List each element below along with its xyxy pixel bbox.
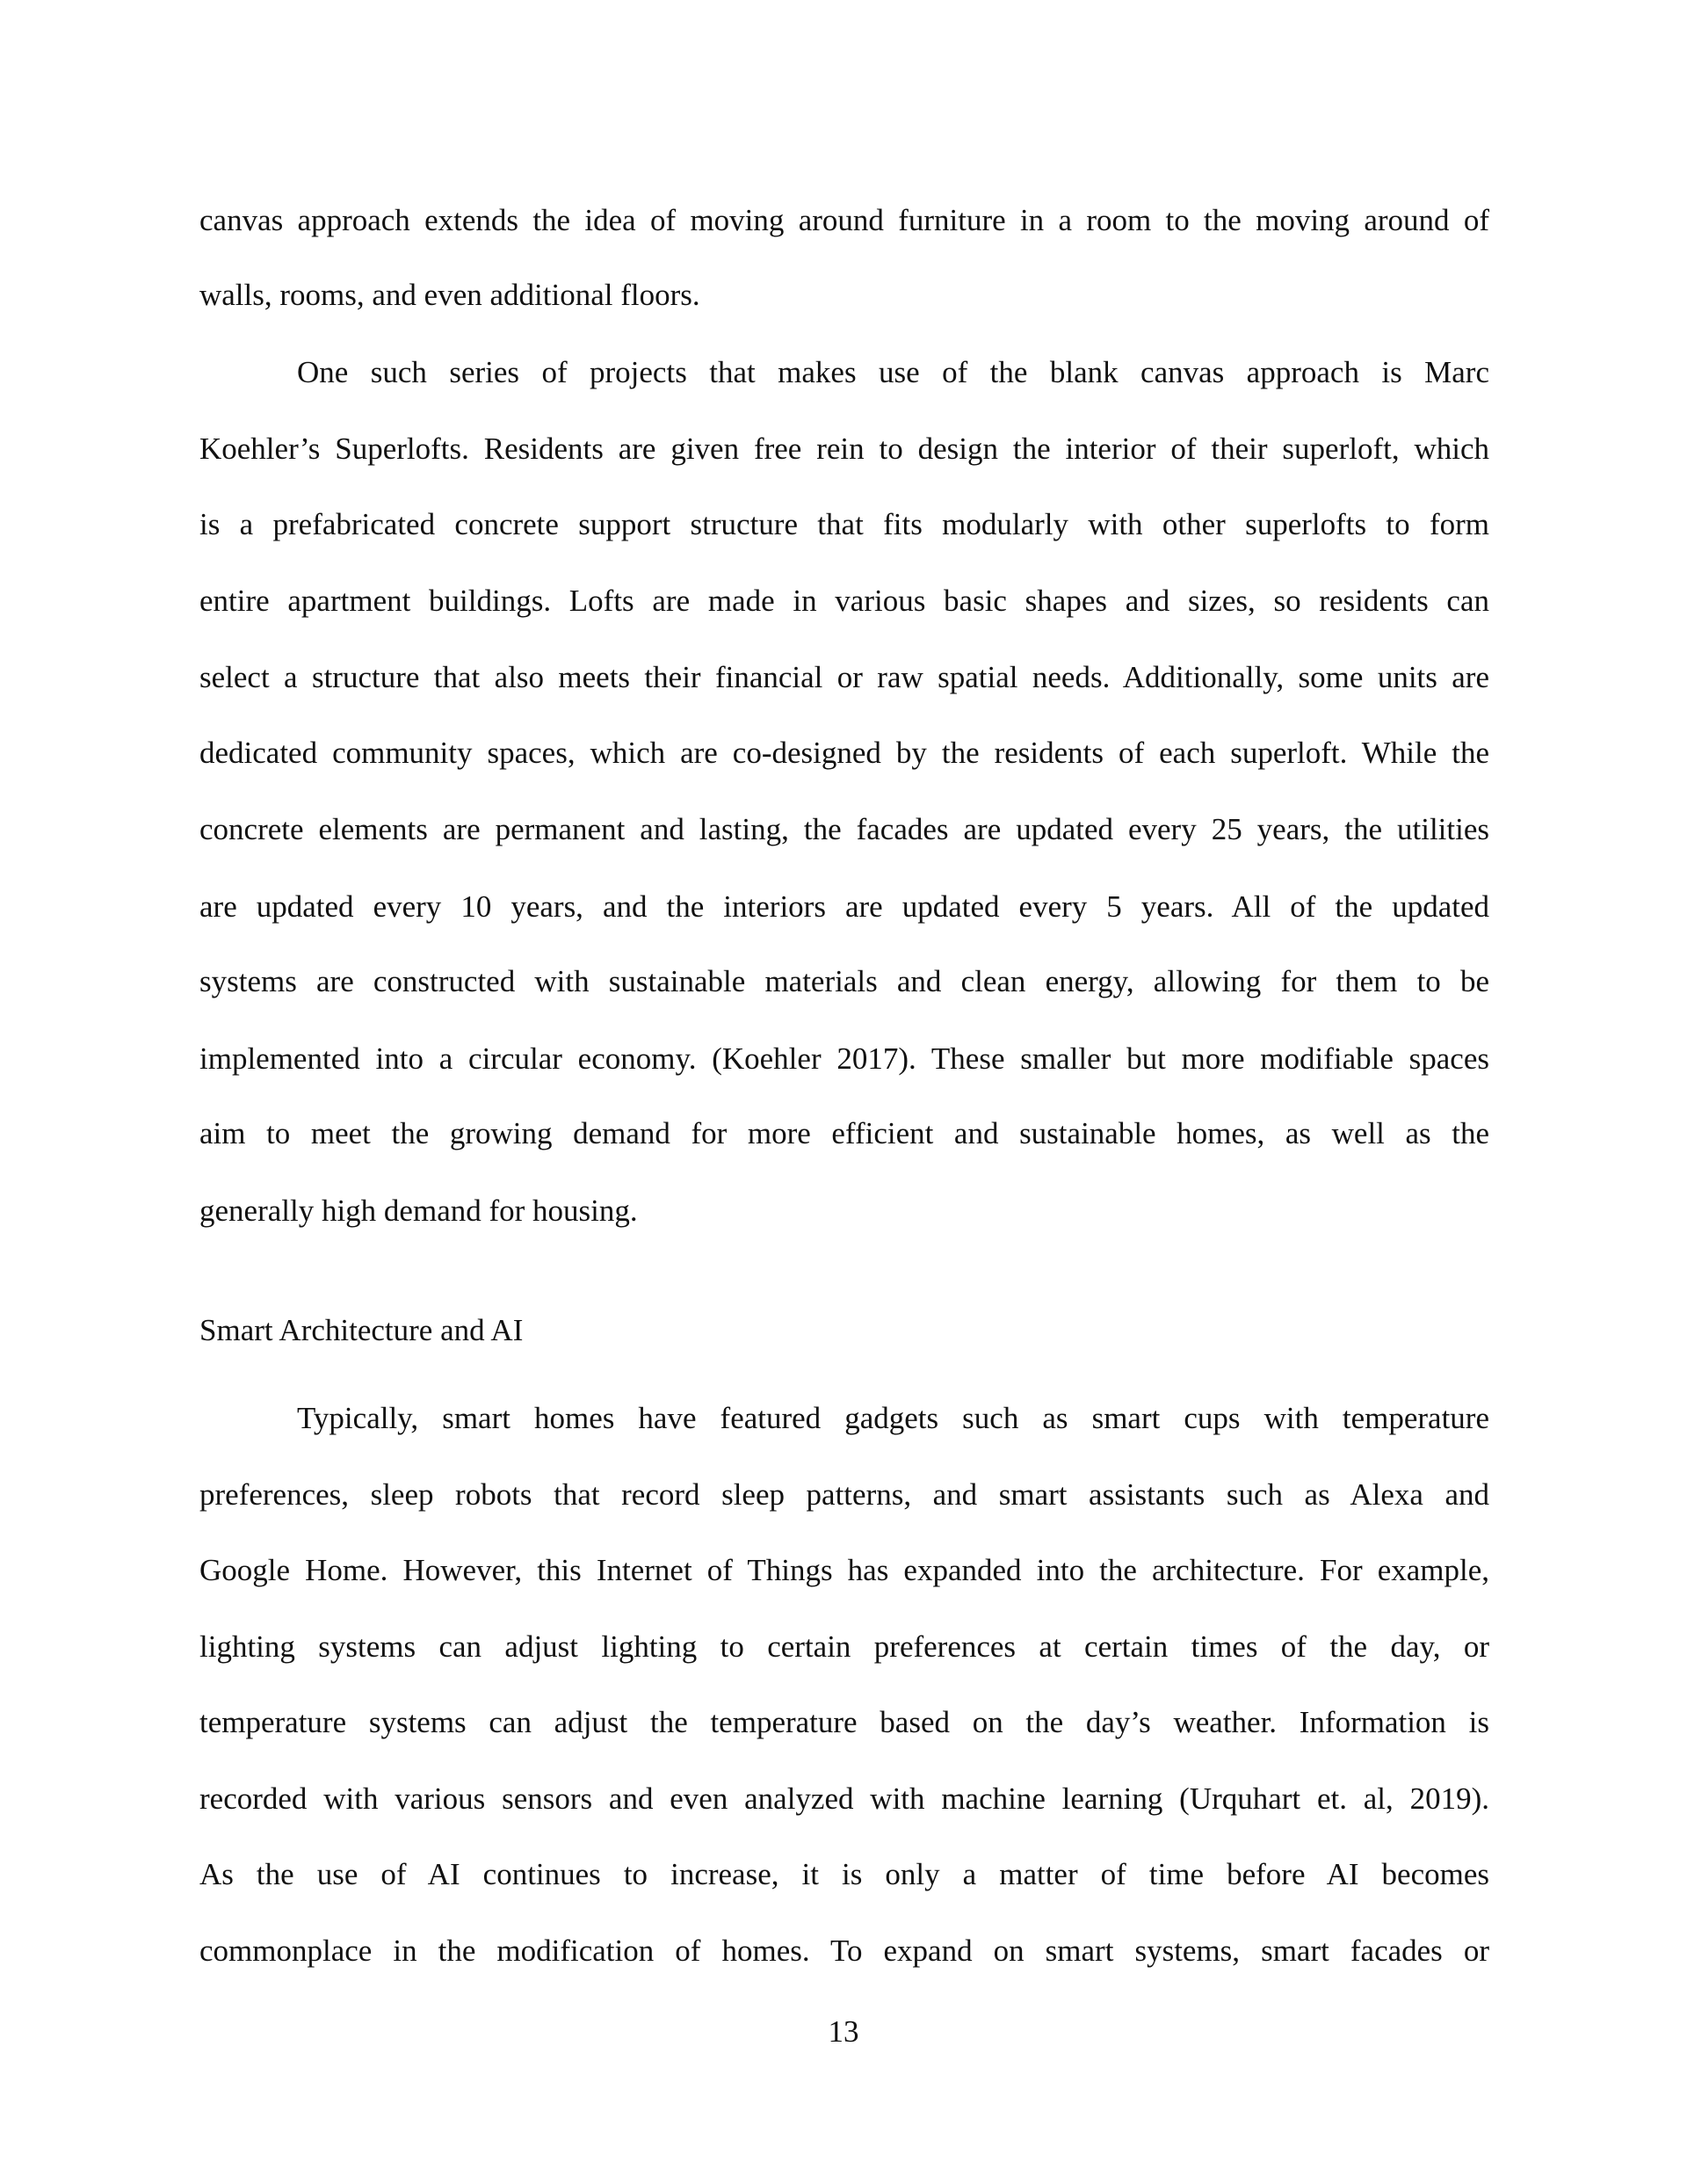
text-line: Koehler’s Superlofts. Residents are given free rein to design the interior of their superloft, which — [199, 432, 1489, 466]
text-line: implemented into a circular economy. (Koehler 2017). These smaller but more modifiable spaces — [199, 1041, 1489, 1076]
text-line: preferences, sleep robots that record sleep patterns, and smart assistants such as Alexa and — [199, 1477, 1489, 1512]
text-line: select a structure that also meets their financial or raw spatial needs. Additionally, some units are — [199, 660, 1489, 694]
text-line: is a prefabricated concrete support structure that fits modularly with other superlofts to form — [199, 507, 1489, 541]
text-line: generally high demand for housing. — [199, 1194, 638, 1228]
text-line: One such series of projects that makes use of the blank canvas approach is Marc — [297, 355, 1489, 389]
text-line: commonplace in the modification of homes. To expand on smart systems, smart facades or — [199, 1934, 1489, 1968]
text-line: recorded with various sensors and even analyzed with machine learning (Urquhart et. al, 2019). — [199, 1781, 1489, 1816]
text-line: Typically, smart homes have featured gadgets such as smart cups with temperature — [297, 1401, 1489, 1435]
text-line: As the use of AI continues to increase, it is only a matter of time before AI becomes — [199, 1857, 1489, 1891]
text-line: Google Home. However, this Internet of Things has expanded into the architecture. For example, — [199, 1553, 1489, 1587]
text-line: temperature systems can adjust the temperature based on the day’s weather. Information is — [199, 1705, 1489, 1739]
page-number: 13 — [828, 2014, 859, 2049]
text-line: aim to meet the growing demand for more efficient and sustainable homes, as well as the — [199, 1116, 1489, 1150]
text-line: walls, rooms, and even additional floors. — [199, 278, 700, 312]
text-line: dedicated community spaces, which are co-designed by the residents of each superloft. While the — [199, 736, 1489, 770]
text-line: lighting systems can adjust lighting to certain preferences at certain times of the day, or — [199, 1629, 1489, 1664]
text-line: entire apartment buildings. Lofts are made in various basic shapes and sizes, so residents can — [199, 584, 1489, 618]
text-line: are updated every 10 years, and the interiors are updated every 5 years. All of the updated — [199, 889, 1489, 924]
text-line: concrete elements are permanent and lasting, the facades are updated every 25 years, the utilities — [199, 812, 1489, 846]
text-line: systems are constructed with sustainable materials and clean energy, allowing for them to be — [199, 964, 1489, 998]
text-line: canvas approach extends the idea of moving around furniture in a room to the moving around of — [199, 203, 1489, 237]
section-heading: Smart Architecture and AI — [199, 1313, 524, 1347]
